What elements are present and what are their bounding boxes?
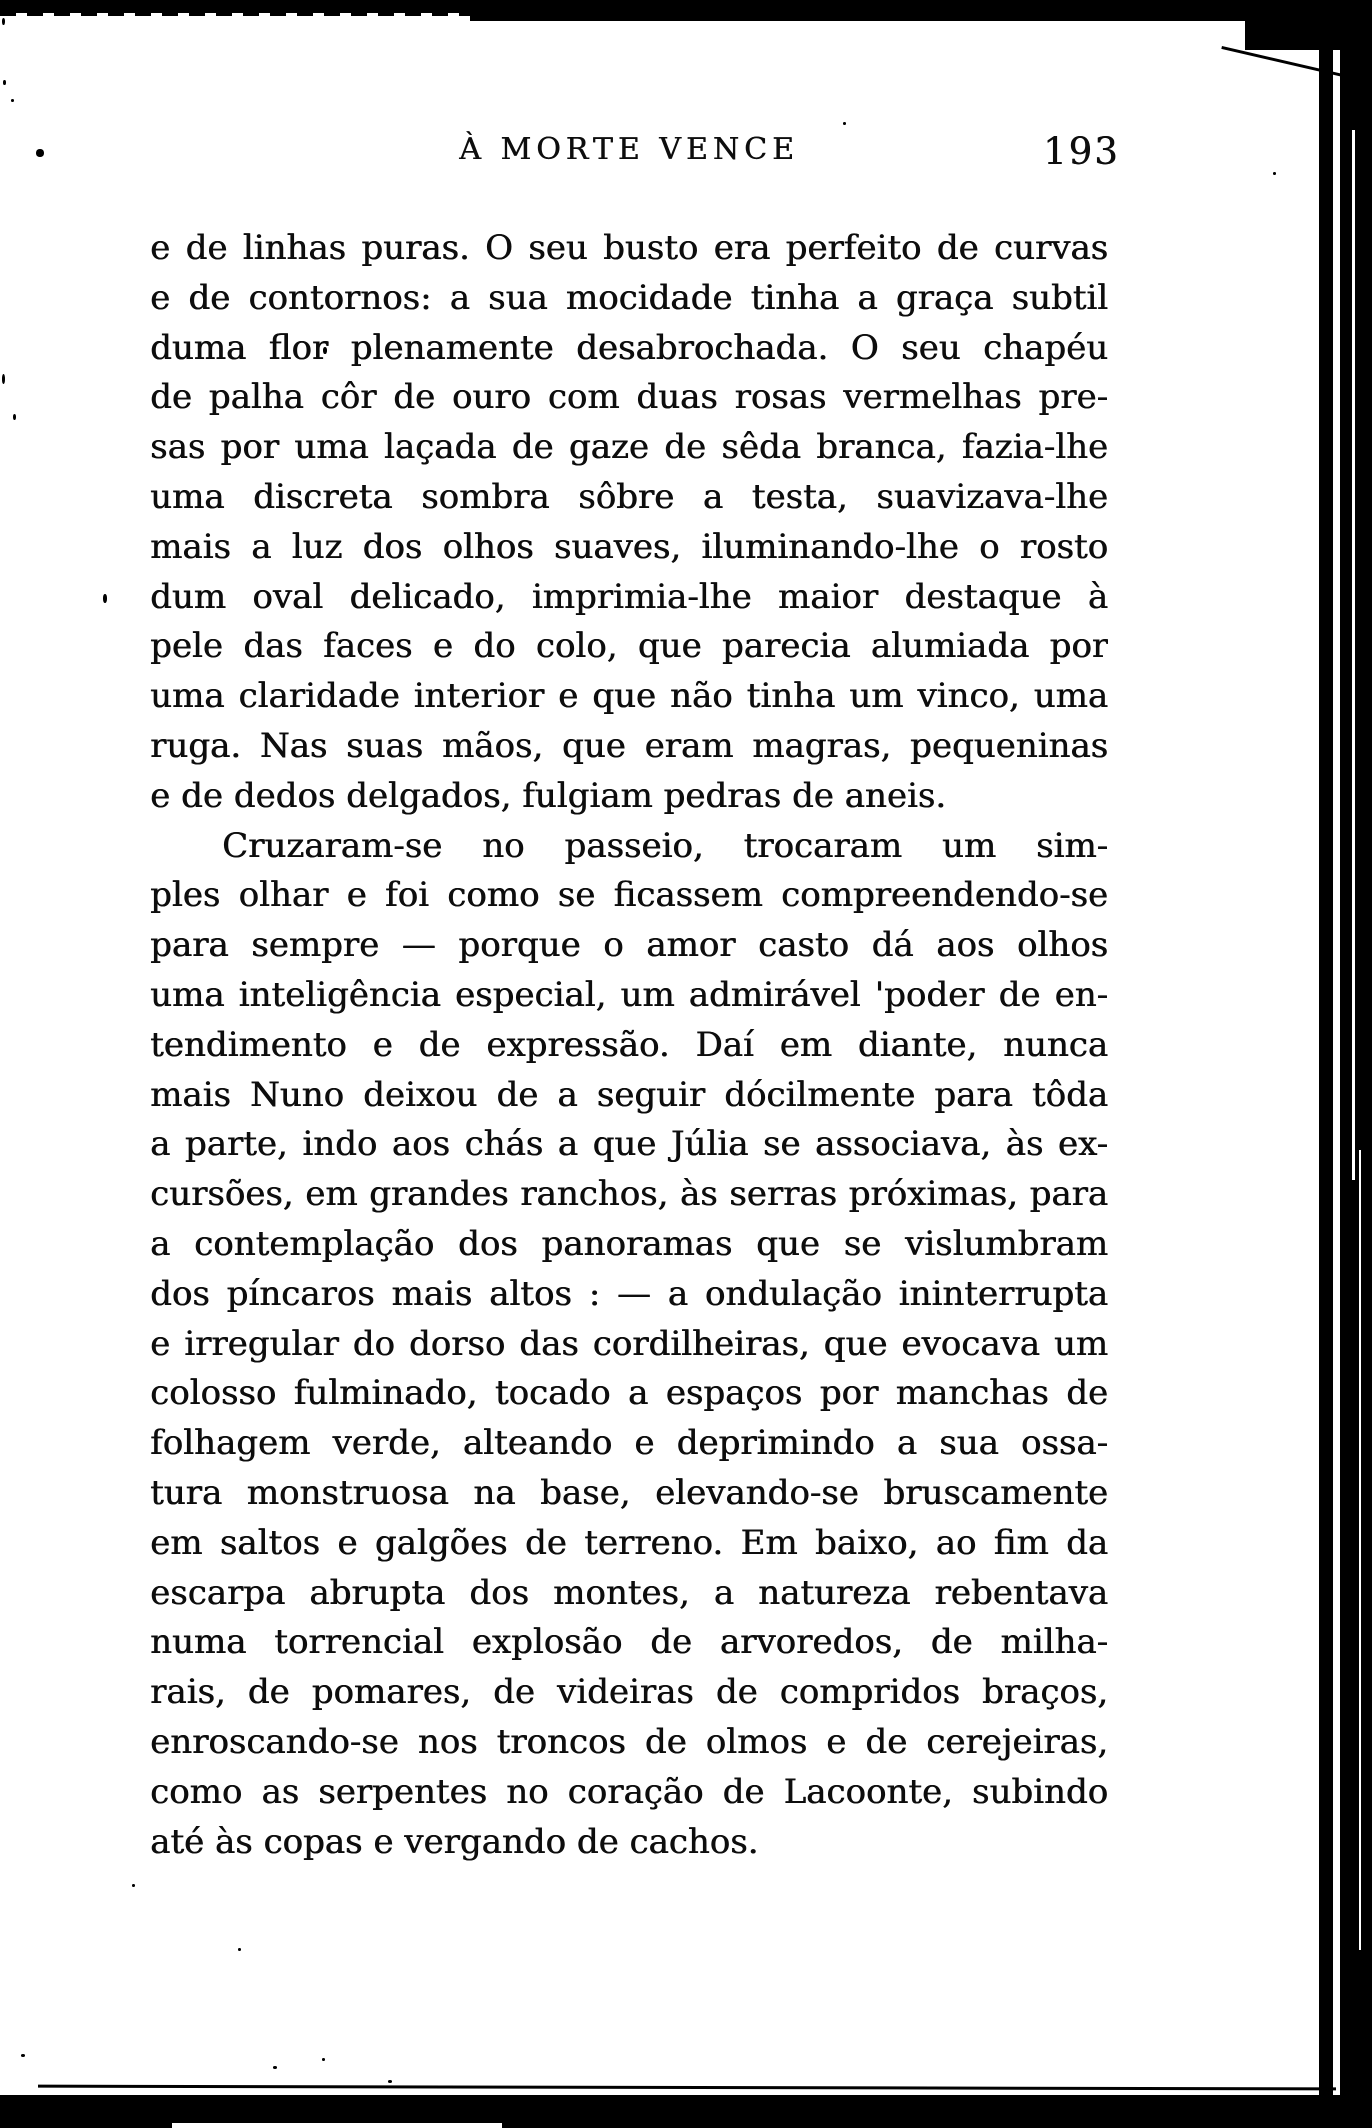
ink-speck bbox=[273, 2066, 277, 2069]
text-line: colosso fulminado, tocado a espaços por manchas de bbox=[150, 1373, 1108, 1414]
scan-artifact-right-bar bbox=[1319, 8, 1333, 2128]
text-line: duma flor plenamente desabrochada. O seu chapéu bbox=[150, 327, 1108, 368]
page-number: 193 bbox=[1043, 130, 1120, 173]
text-line: uma claridade interior e que não tinha um vinco, uma bbox=[150, 676, 1108, 717]
text-line: uma discreta sombra sôbre a testa, suavizava-lhe bbox=[150, 476, 1108, 517]
text-line: mais Nuno deixou de a seguir dócilmente para tôda bbox=[150, 1074, 1108, 1115]
text-line: rais, de pomares, de videiras de compridos braços, bbox=[150, 1672, 1108, 1713]
ink-speck bbox=[238, 1948, 241, 1951]
text-line: uma inteligência especial, um admirável 'poder de en- bbox=[150, 974, 1108, 1015]
scan-artifact-bottom-line bbox=[38, 2085, 1336, 2091]
scan-artifact-white-streak bbox=[1352, 130, 1355, 1180]
text-line: e de contornos: a sua mocidade tinha a graça subtil bbox=[150, 277, 1108, 318]
scan-artifact-bottom-white-sliver bbox=[172, 2123, 502, 2128]
ink-speck bbox=[322, 2058, 325, 2061]
ink-speck bbox=[21, 2054, 25, 2057]
text-line: em saltos e galgões de terreno. Em baixo, ao fim da bbox=[150, 1522, 1108, 1563]
ink-speck bbox=[13, 414, 16, 420]
scan-artifact-top-band-ragged-edge bbox=[0, 12, 1372, 16]
text-line: ruga. Nas suas mãos, que eram magras, pequeninas bbox=[150, 725, 1108, 766]
text-line: e irregular do dorso das cordilheiras, que evocava um bbox=[150, 1323, 1108, 1364]
ink-speck bbox=[388, 2080, 392, 2083]
text-line: folhagem verde, alteando e deprimindo a sua ossa- bbox=[150, 1423, 1108, 1464]
text-line: como as serpentes no coração de Lacoonte, subindo bbox=[150, 1771, 1108, 1812]
text-line: ples olhar e foi como se ficassem compreendendo-se bbox=[150, 875, 1108, 916]
text-line: a parte, indo aos chás a que Júlia se associava, às ex- bbox=[150, 1124, 1108, 1165]
text-line: Cruzaram-se no passeio, trocaram um sim- bbox=[222, 825, 1108, 866]
text-line: mais a luz dos olhos suaves, iluminando-lhe o rosto bbox=[150, 526, 1108, 567]
scan-artifact-right-edge-block bbox=[1340, 0, 1372, 2128]
ink-speck bbox=[3, 80, 6, 85]
ink-speck bbox=[132, 1884, 135, 1887]
ink-speck bbox=[2, 374, 5, 384]
text-line: pele das faces e do colo, que parecia alumiada por bbox=[150, 626, 1108, 667]
ink-speck bbox=[36, 149, 44, 157]
text-line: enroscando-se nos troncos de olmos e de cerejeiras, bbox=[150, 1721, 1108, 1762]
text-line: e de dedos delgados, fulgiam pedras de aneis. bbox=[150, 775, 946, 816]
text-line: dos píncaros mais altos : — a ondulação ininterrupta bbox=[150, 1273, 1108, 1314]
scan-artifact-white-streak bbox=[1359, 1150, 1361, 1950]
text-line: até às copas e vergando de cachos. bbox=[150, 1821, 759, 1862]
body-text-block bbox=[150, 224, 1108, 1867]
ink-speck bbox=[843, 122, 846, 125]
ink-speck bbox=[11, 99, 14, 102]
text-line: dum oval delicado, imprimia-lhe maior destaque à bbox=[150, 576, 1108, 617]
ink-speck bbox=[103, 594, 107, 603]
running-header-title: À MORTE VENCE bbox=[459, 132, 799, 167]
ink-speck bbox=[2, 18, 5, 25]
text-line: escarpa abrupta dos montes, a natureza rebentava bbox=[150, 1572, 1108, 1613]
text-line: sas por uma laçada de gaze de sêda branca, fazia-lhe bbox=[150, 427, 1108, 468]
scan-artifact-top-band-right bbox=[470, 0, 1372, 21]
text-line: cursões, em grandes ranchos, às serras próximas, para bbox=[150, 1174, 1108, 1215]
text-line: para sempre — porque o amor casto dá aos olhos bbox=[150, 925, 1108, 966]
text-line: numa torrencial explosão de arvoredos, de milha- bbox=[150, 1622, 1108, 1663]
text-line: tendimento e de expressão. Daí em diante, nunca bbox=[150, 1024, 1108, 1065]
text-line: a contemplação dos panoramas que se vislumbram bbox=[150, 1223, 1108, 1264]
text-line: e de linhas puras. O seu busto era perfeito de curvas bbox=[150, 228, 1108, 268]
ink-speck bbox=[1273, 172, 1276, 175]
text-line: tura monstruosa na base, elevando-se bruscamente bbox=[150, 1472, 1108, 1513]
text-line: de palha côr de ouro com duas rosas vermelhas pre- bbox=[150, 377, 1108, 418]
